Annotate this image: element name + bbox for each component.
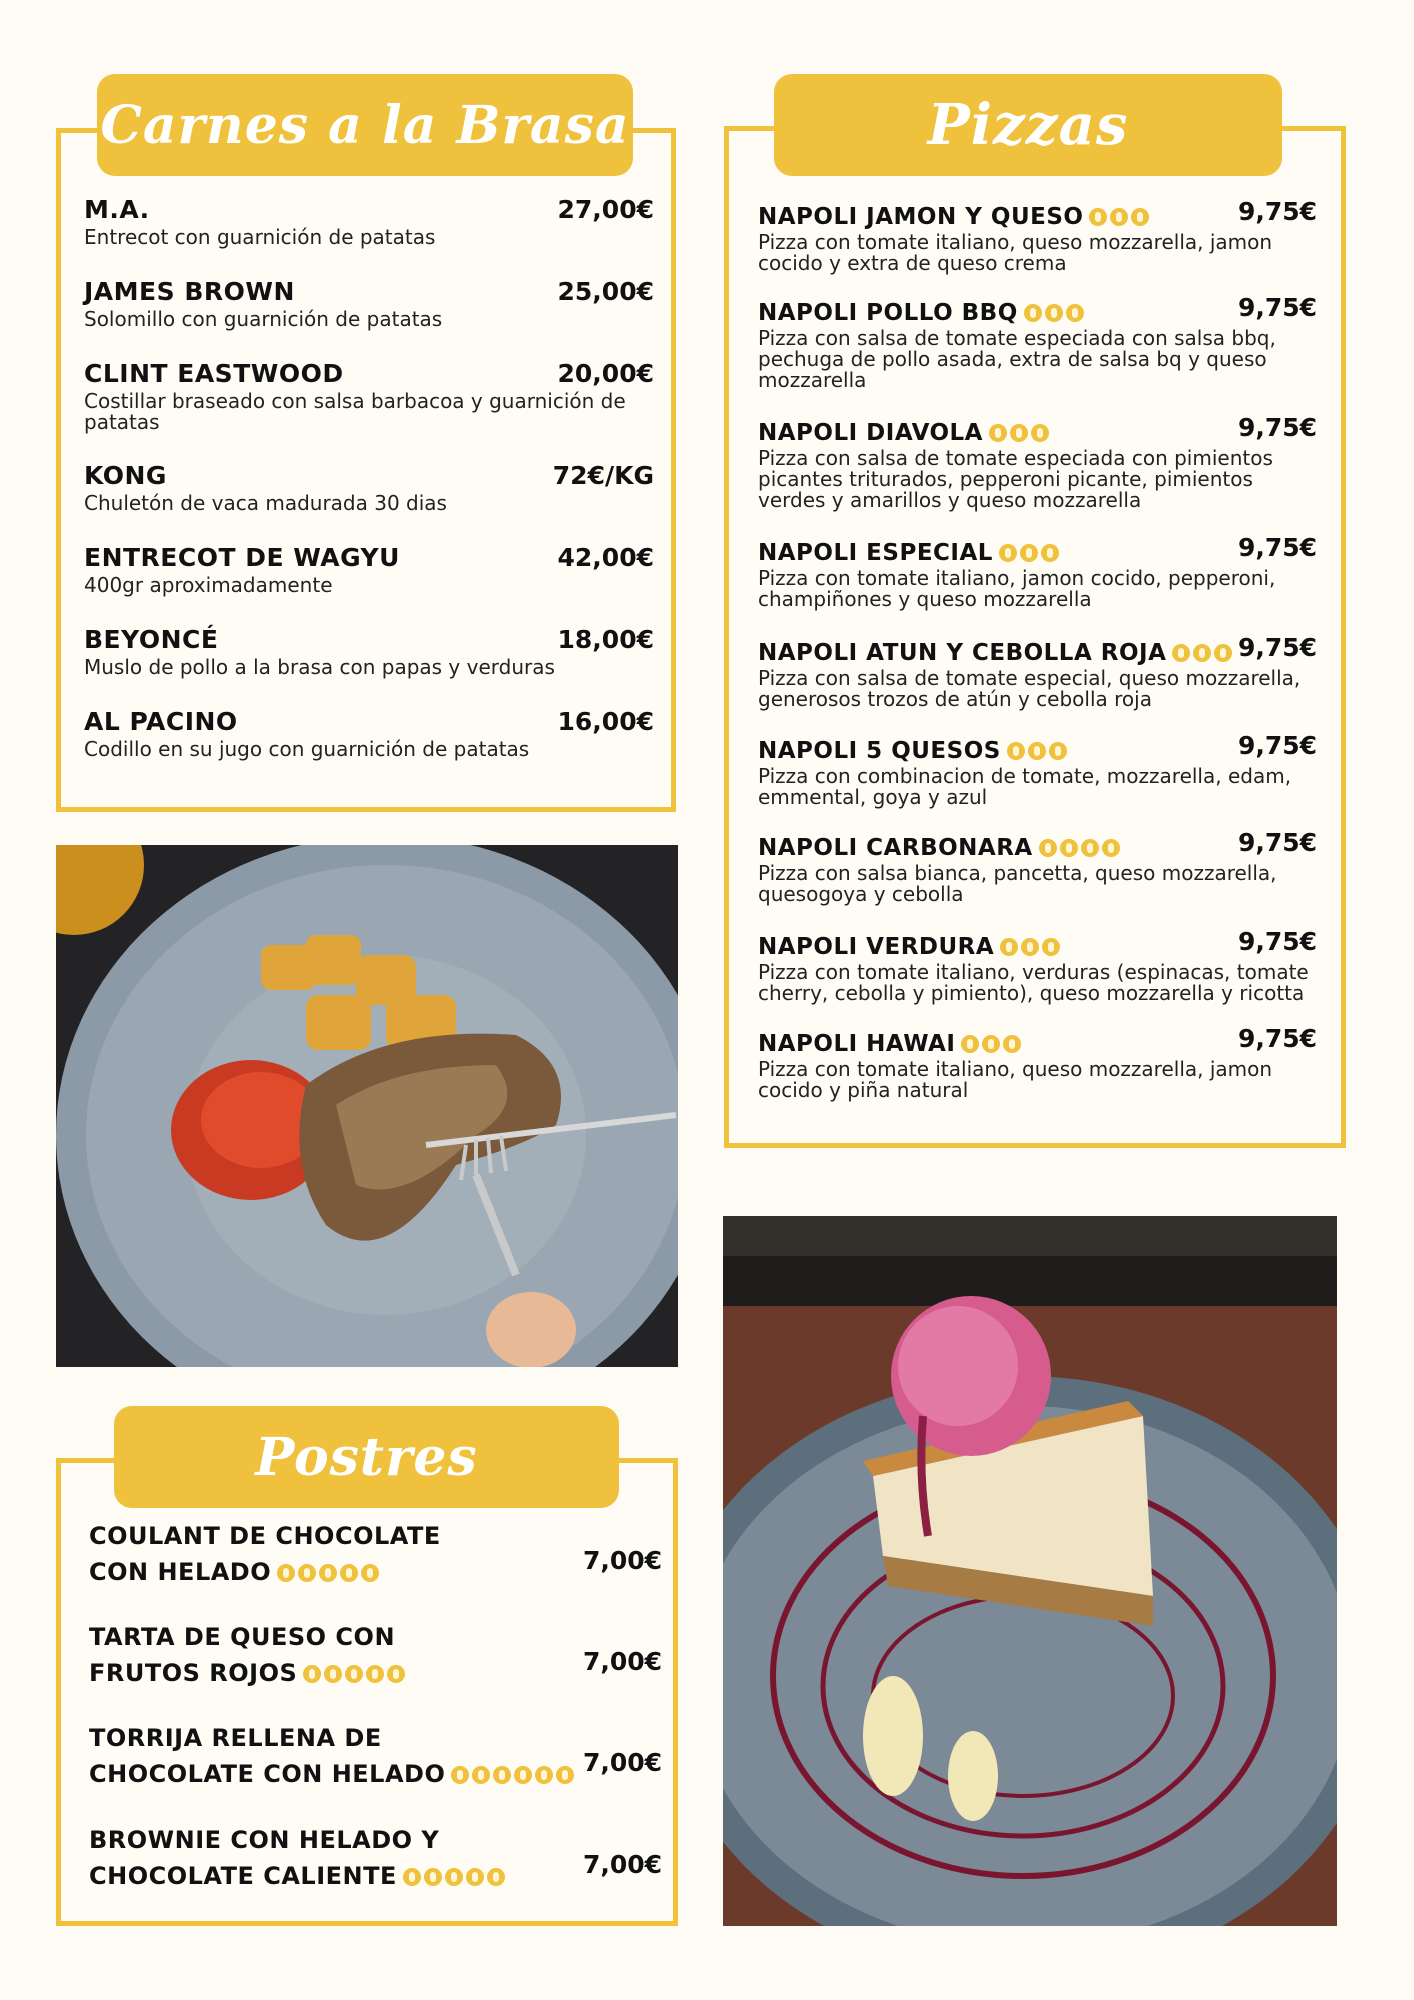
dessert-name-line2-text: CON HELADO [89,1558,272,1586]
allergen-icon [303,1665,321,1683]
allergen-icon [1102,839,1120,857]
postres-banner [114,1406,619,1508]
item-price: 18,00€ [557,625,654,654]
item-name: AL PACINO [84,707,238,736]
carnes-title: Carnes a la Brasa [100,94,630,156]
item-price: 16,00€ [557,707,654,736]
allergen-icon [1003,1035,1021,1053]
item-name [758,1028,1318,1057]
item-name-text: NAPOLI CARBONARA [758,835,1033,861]
allergen-icon [1172,644,1190,662]
allergen-icons [961,1035,1021,1053]
allergen-icon [1214,644,1232,662]
menu-item [84,277,654,330]
allergen-icon [366,1665,384,1683]
item-name: ENTRECOT DE WAGYU [84,543,400,572]
allergen-icon [345,1665,363,1683]
item-description: Costillar braseado con salsa barbacoa y guarnición de patatas [84,389,626,434]
menu-item [758,293,1318,392]
allergen-icon [277,1564,295,1582]
item-name [758,735,1318,764]
allergen-icon [1193,644,1211,662]
menu-item [758,413,1318,512]
allergen-icons [1024,304,1084,322]
item-price: 9,75€ [1238,1024,1318,1053]
allergen-icons [1007,742,1067,760]
allergen-icon [445,1868,463,1886]
dessert-name-line1: TORRIJA RELLENA DE [89,1724,382,1752]
allergen-icon [1110,208,1128,226]
dessert-name-line1: COULANT DE CHOCOLATE [89,1522,441,1550]
item-price: 25,00€ [557,277,654,306]
allergen-icons [403,1868,505,1886]
item-description: Pizza con salsa de tomate especiada con pimientos picantes triturados, pepperoni picante, pimientos verdes y amarillos y queso mozzarella [758,446,1273,512]
dessert-name-line2 [89,1655,659,1691]
dessert-name-line1: TARTA DE QUESO CON [89,1623,396,1651]
allergen-icons [1039,839,1120,857]
postres-title: Postres [255,1426,478,1488]
allergen-icon [999,544,1017,562]
allergen-icon [1020,544,1038,562]
item-description: Solomillo con guarnición de patatas [84,307,443,331]
allergen-icon [1039,839,1057,857]
item-description: Pizza con salsa de tomate especiada con salsa bbq, pechuga de pollo asada, extra de salsa bq y queso mozzarella [758,326,1276,392]
allergen-icon [451,1766,469,1784]
allergen-icon [487,1868,505,1886]
item-name-text: NAPOLI 5 QUESOS [758,738,1001,764]
allergen-icon [1031,424,1049,442]
allergen-icon [989,424,1007,442]
item-price: 9,75€ [1238,197,1318,226]
allergen-icon [298,1564,316,1582]
allergen-icon [1000,938,1018,956]
item-description: Chuletón de vaca madurada 30 dias [84,491,447,515]
allergen-icon [1131,208,1149,226]
menu-item [758,633,1318,711]
allergen-icon [1024,304,1042,322]
allergen-icon [361,1564,379,1582]
allergen-icon [403,1868,421,1886]
carnes-banner [97,74,633,176]
item-price: 72€/KG [552,461,654,490]
item-description: Pizza con salsa de tomate especial, queso mozzarella, generosos trozos de atún y cebolla roja [758,666,1301,711]
item-price: 20,00€ [557,359,654,388]
item-name: CLINT EASTWOOD [84,359,344,388]
dessert-name-line2 [89,1756,659,1792]
menu-item [84,195,654,248]
item-price: 9,75€ [1238,413,1318,442]
item-price: 9,75€ [1238,533,1318,562]
item-price: 9,75€ [1238,293,1318,322]
allergen-icon [1081,839,1099,857]
item-name [758,201,1318,230]
item-name [758,537,1318,566]
item-price: 7,00€ [583,1546,663,1575]
item-price: 7,00€ [583,1748,663,1777]
allergen-icons [451,1766,574,1784]
item-description: Muslo de pollo a la brasa con papas y verduras [84,655,555,679]
item-name-text: NAPOLI JAMON Y QUESO [758,204,1084,230]
item-name-text: NAPOLI ATUN Y CEBOLLA ROJA [758,640,1167,666]
allergen-icons [277,1564,379,1582]
item-name [758,931,1318,960]
item-name [758,297,1318,326]
allergen-icon [1089,208,1107,226]
allergen-icons [1172,644,1232,662]
item-description: Pizza con tomate italiano, jamon cocido, pepperoni, champiñones y queso mozzarella [758,566,1276,611]
item-name: M.A. [84,195,150,224]
menu-item [758,197,1318,275]
item-description: Pizza con tomate italiano, queso mozzarella, jamon cocido y piña natural [758,1057,1273,1102]
item-name-text: NAPOLI HAWAI [758,1031,956,1057]
allergen-icon [1028,742,1046,760]
allergen-icon [535,1766,553,1784]
dessert-name-line2-text: CHOCOLATE CON HELADO [89,1760,446,1788]
allergen-icon [1007,742,1025,760]
item-name-text: NAPOLI DIAVOLA [758,420,983,446]
menu-item [758,828,1318,906]
allergen-icon [466,1868,484,1886]
grilled-meat-photo [56,845,678,1367]
item-price: 27,00€ [557,195,654,224]
cheesecake-photo [723,1216,1337,1926]
item-price: 7,00€ [583,1850,663,1879]
allergen-icon [556,1766,574,1784]
item-price: 9,75€ [1238,731,1318,760]
item-description: Pizza con tomate italiano, queso mozzarella, jamon cocido y extra de queso crema [758,230,1273,275]
dessert-name-line2 [89,1554,659,1590]
allergen-icon [961,1035,979,1053]
cheesecake-illustration [723,1216,1337,1926]
item-name-text: NAPOLI POLLO BBQ [758,300,1018,326]
allergen-icons [303,1665,405,1683]
allergen-icons [999,544,1059,562]
item-description: Pizza con tomate italiano, verduras (espinacas, tomate cherry, cebolla y pimiento), queso mozzarella y ricotta [758,960,1309,1005]
item-name: KONG [84,461,167,490]
dessert-name-line2-text: FRUTOS ROJOS [89,1659,298,1687]
dessert-item [89,1518,663,1590]
allergen-icon [340,1564,358,1582]
item-price: 42,00€ [557,543,654,572]
menu-item [84,543,654,596]
item-description: Pizza con combinacion de tomate, mozzarella, edam, emmental, goya y azul [758,764,1292,809]
allergen-icon [324,1665,342,1683]
menu-item [84,625,654,678]
dessert-name-line1: BROWNIE CON HELADO Y [89,1826,440,1854]
item-name [758,637,1318,666]
pizzas-banner [774,74,1282,176]
allergen-icon [387,1665,405,1683]
item-name [758,832,1318,861]
item-price: 9,75€ [1238,633,1318,662]
item-name: JAMES BROWN [84,277,295,306]
menu-item [84,461,654,514]
allergen-icon [1041,544,1059,562]
allergen-icon [1042,938,1060,956]
pizzas-title: Pizzas [927,92,1129,158]
item-price: 9,75€ [1238,828,1318,857]
allergen-icons [989,424,1049,442]
menu-item [758,731,1318,809]
menu-item [758,1024,1318,1102]
item-description: Codillo en su jugo con guarnición de patatas [84,737,530,761]
item-name: BEYONCÉ [84,625,219,654]
allergen-icon [319,1564,337,1582]
allergen-icon [982,1035,1000,1053]
dessert-item [89,1822,663,1894]
item-description: 400gr aproximadamente [84,573,333,597]
item-name [758,417,1318,446]
allergen-icons [1000,938,1060,956]
allergen-icon [472,1766,490,1784]
allergen-icons [1089,208,1149,226]
allergen-icon [1010,424,1028,442]
allergen-icon [1021,938,1039,956]
allergen-icon [1049,742,1067,760]
grilled-meat-illustration [56,845,678,1367]
item-description: Pizza con salsa bianca, pancetta, queso mozzarella, quesogoya y cebolla [758,861,1277,906]
item-description: Entrecot con guarnición de patatas [84,225,436,249]
menu-item [758,927,1318,1005]
item-price: 9,75€ [1238,927,1318,956]
allergen-icon [424,1868,442,1886]
allergen-icon [514,1766,532,1784]
dessert-name-line2-text: CHOCOLATE CALIENTE [89,1862,397,1890]
item-name-text: NAPOLI VERDURA [758,934,995,960]
allergen-icon [1066,304,1084,322]
dessert-name-line2 [89,1858,659,1894]
menu-item [84,359,654,433]
menu-item [758,533,1318,611]
dessert-item [89,1720,663,1792]
allergen-icon [493,1766,511,1784]
allergen-icon [1060,839,1078,857]
menu-item [84,707,654,760]
dessert-item [89,1619,663,1691]
allergen-icon [1045,304,1063,322]
item-price: 7,00€ [583,1647,663,1676]
item-name-text: NAPOLI ESPECIAL [758,540,993,566]
